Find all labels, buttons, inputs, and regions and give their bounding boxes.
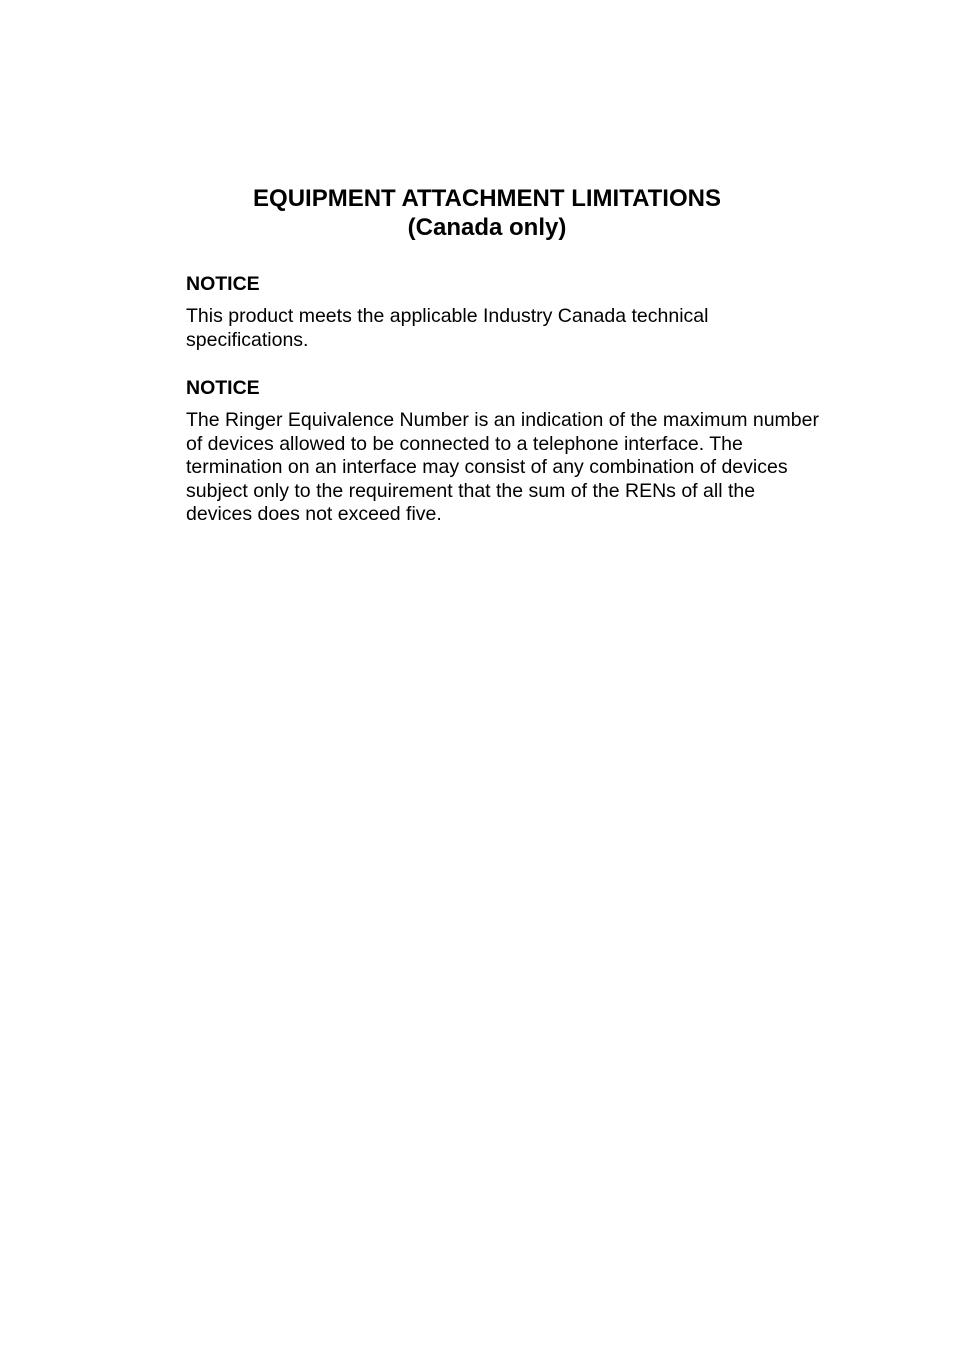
- page-title: EQUIPMENT ATTACHMENT LIMITATIONS: [253, 185, 721, 212]
- notice-heading-1: NOTICE: [186, 273, 260, 295]
- notice-heading-2: NOTICE: [186, 377, 260, 399]
- notice-section-2: [186, 376, 826, 527]
- page-subtitle: (Canada only): [407, 214, 567, 241]
- notice-text-2: The Ringer Equivalence Number is an indication of the maximum number of devices allowed to be connected to a telephone interface. The termination on an interface may consist of any combination of devices subject only to the requirement that the sum of the RENs of all the devices does not exceed five.: [186, 409, 819, 525]
- document-body: [186, 272, 826, 527]
- title-block: [0, 184, 954, 242]
- notice-text-1: This product meets the applicable Industry Canada technical specifications.: [186, 305, 709, 351]
- notice-section-1: [186, 272, 826, 352]
